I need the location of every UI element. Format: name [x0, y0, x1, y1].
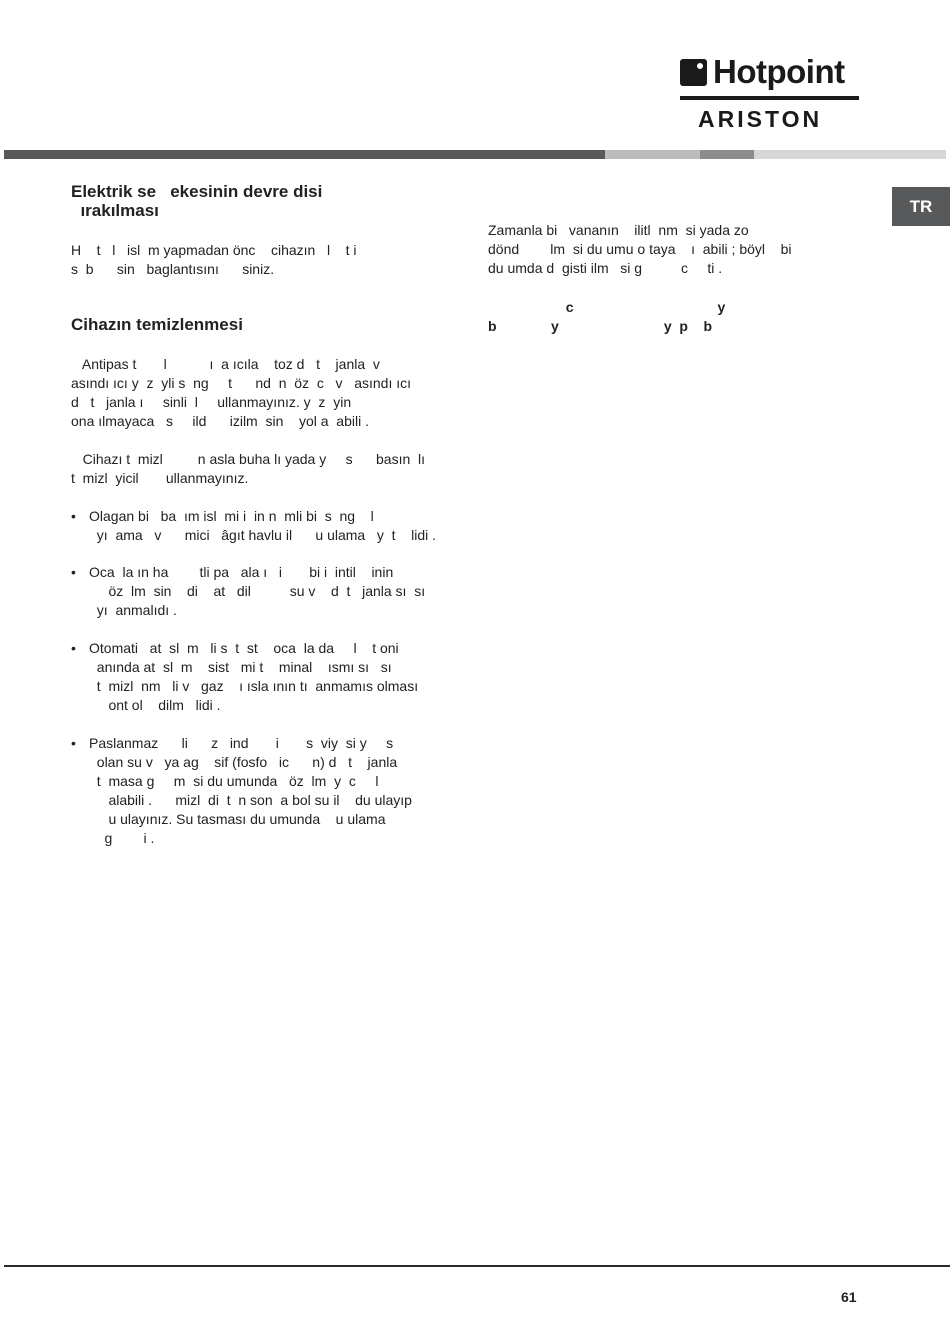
list-item-text: Oca la ın ha tli pa ala ı i bi i intil inin öz lm sin di at dil su v d t janla sı sı yı anmalıdı . — [89, 564, 426, 618]
header-bar-pale — [754, 150, 946, 159]
header-bar-dark — [4, 150, 605, 159]
logo-divider — [680, 96, 859, 100]
header-bar-light — [605, 150, 700, 159]
bullet-icon: • — [71, 640, 76, 656]
bold-note-line-1: c y — [488, 299, 726, 315]
list-item-text: Otomati at sl m li s t st oca la da l t oni anında at sl m sist mi t minal ısmı sı sı t mizl nm li v gaz ı ısla ının tı anmamıs olması ont ol dilm lidi . — [89, 640, 419, 713]
heading-cleaning: Cihazın temizlenmesi — [71, 315, 243, 334]
page-number: 61 — [841, 1289, 857, 1305]
bullet-icon: • — [71, 564, 76, 580]
footer-divider — [4, 1265, 950, 1267]
paragraph-cleaning-1: Antipas t l ı a ıcıla toz d t janla v asındı ıcı y z yli s ng t nd n öz c v asındı ıcı d t janla ı sinli l ullanmayınız. y z yin ona ılmayaca s ild izilm sin yol a abili . — [71, 356, 412, 429]
bullet-icon: • — [71, 508, 76, 524]
heading-power-disconnect: Elektrik se ekesinin devre disi ırakılması — [71, 182, 323, 220]
brand-name: Hotpoint — [713, 53, 845, 90]
bold-note-line-2: b y y p b — [488, 318, 713, 334]
language-tab: TR — [892, 187, 950, 226]
brand-sub: ARISTON — [698, 106, 823, 132]
paragraph-power-disconnect: H t l isl m yapmadan önc cihazın l t i s b sin baglantısını siniz. — [71, 242, 357, 277]
list-item-text: Paslanmaz li z ind i s viy si y s olan su v ya ag sif (fosfo ic n) d t janla t masa g m si du umunda öz lm y c l alabili . mizl di t n son a bol su il du ulayıp u ulayınız. Su tasması du umunda u ulama g i . — [89, 735, 412, 846]
hotpoint-wordmark — [680, 54, 845, 90]
hotpoint-logo-icon — [680, 59, 707, 86]
brand-logo — [680, 54, 860, 134]
paragraph-cleaning-2: Cihazı t mizl n asla buha lı yada y s basın lı t mizl yicil ullanmayınız. — [71, 451, 426, 486]
bullet-icon: • — [71, 735, 76, 751]
list-item-text: Olagan bi ba ım isl mi i in n mli bi s ng l yı ama v mici âgıt havlu il u ulama y t lidi . — [89, 508, 436, 543]
paragraph-valve: Zamanla bi vananın ilitl nm si yada zo dönd lm si du umu o taya ı abili ; böyl bi du umda d gisti ilm si g c ti . — [488, 222, 792, 276]
header-bar-mid — [700, 150, 754, 159]
